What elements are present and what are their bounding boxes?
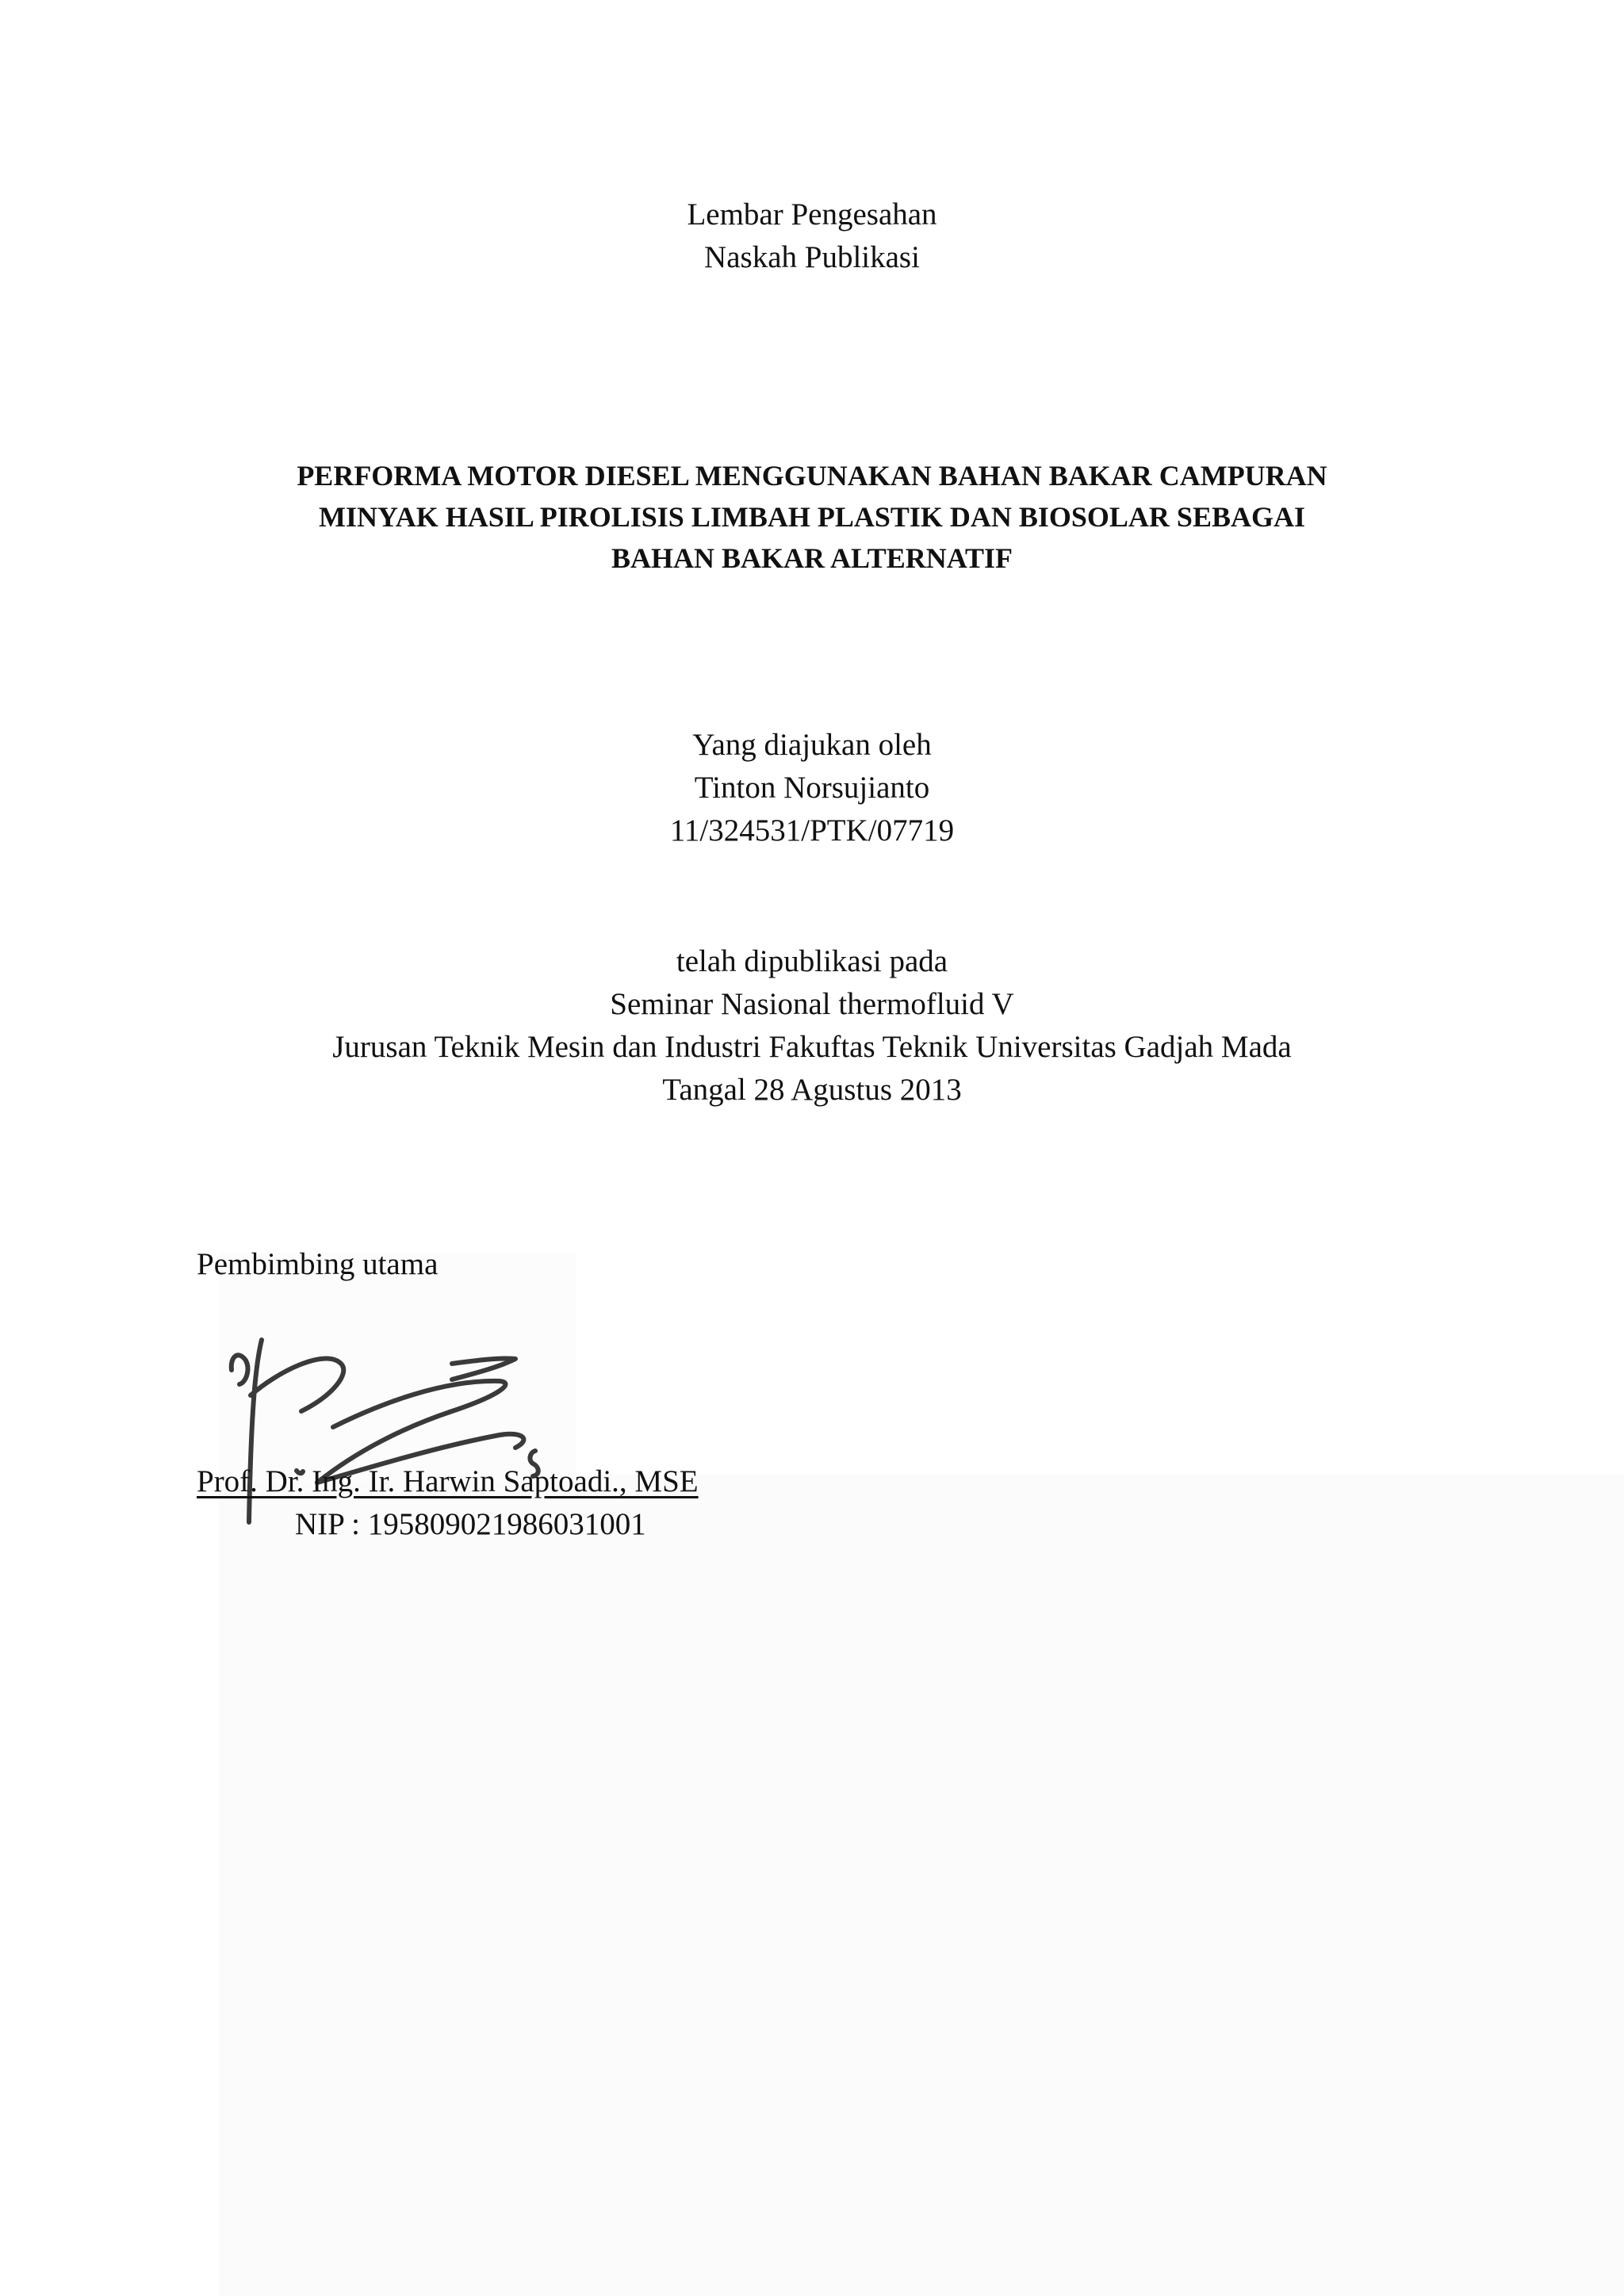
publication-date: Tangal 28 Agustus 2013 — [662, 1073, 962, 1107]
title-line-2: MINYAK HASIL PIROLISIS LIMBAH PLASTIK DAN BIOSOLAR SEBAGAI — [319, 501, 1305, 533]
document-title — [0, 455, 1624, 579]
published-at-label: telah dipublikasi pada — [676, 944, 948, 978]
submitted-by-label: Yang diajukan oleh — [692, 728, 932, 762]
scan-shading — [219, 1475, 1624, 2296]
student-id: 11/324531/PTK/07719 — [669, 813, 955, 848]
header-line-publication-manuscript: Naskah Publikasi — [704, 240, 920, 274]
supervisor-nip: NIP : 195809021986031001 — [295, 1507, 646, 1541]
document-header — [0, 193, 1624, 279]
supervisor-name: Prof. Dr. Ing. Ir. Harwin Saptoadi., MSE — [197, 1464, 699, 1498]
publication-block — [0, 940, 1624, 1112]
department-name: Jurusan Teknik Mesin dan Industri Fakuftas Teknik Universitas Gadjah Mada — [332, 1030, 1292, 1064]
signature-stroke-y — [232, 1355, 248, 1384]
supervisor-role: Pembimbing utama — [197, 1247, 439, 1281]
title-line-3: BAHAN BAKAR ALTERNATIF — [611, 542, 1013, 574]
title-line-1: PERFORMA MOTOR DIESEL MENGGUNAKAN BAHAN BAKAR CAMPURAN — [297, 460, 1327, 492]
header-line-approval-sheet: Lembar Pengesahan — [687, 197, 937, 232]
signature-stroke-z — [452, 1358, 515, 1380]
seminar-name: Seminar Nasional thermofluid V — [610, 987, 1014, 1021]
author-name: Tinton Norsujianto — [694, 771, 930, 805]
submission-block — [0, 724, 1624, 852]
